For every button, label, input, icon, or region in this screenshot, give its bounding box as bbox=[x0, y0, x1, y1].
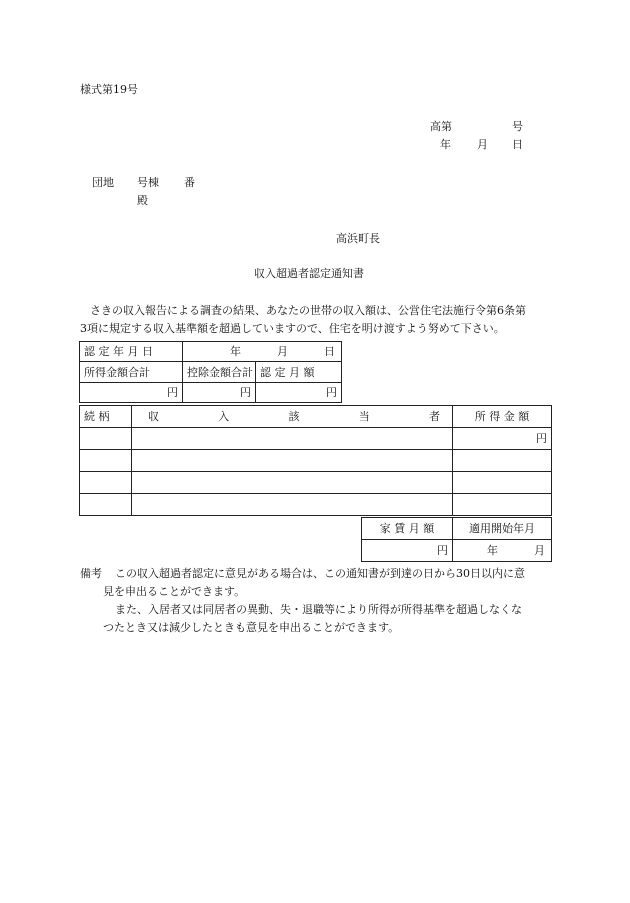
notes-line-2: 見を申出ることができます。 bbox=[103, 585, 246, 598]
document-title: 収入超過者認定通知書 bbox=[254, 267, 364, 280]
person-cell bbox=[132, 428, 453, 450]
address-ban: 番 bbox=[184, 176, 195, 189]
nintei-monthly-yen: 円 bbox=[256, 383, 342, 403]
date-year: 年 bbox=[440, 138, 451, 151]
header-char-5: 者 bbox=[429, 410, 440, 423]
kojo-total-yen: 円 bbox=[183, 383, 256, 403]
date-month: 月 bbox=[477, 138, 488, 151]
header-income: 所 得 金 額 bbox=[453, 406, 552, 428]
income-cell bbox=[453, 494, 552, 516]
start-year: 年 bbox=[487, 544, 498, 557]
table-row bbox=[80, 472, 552, 494]
address-goto: 号棟 bbox=[137, 176, 159, 189]
income-cell bbox=[453, 472, 552, 494]
income-yen: 円 bbox=[453, 428, 552, 450]
nintei-date-label: 認 定 年 月 日 bbox=[80, 342, 183, 362]
certification-table bbox=[79, 341, 342, 403]
body-line-2: 3項に規定する収入基準額を超過していますので、住宅を明け渡すよう努めて下さい。 bbox=[80, 322, 505, 335]
table-row bbox=[80, 428, 552, 450]
body-line-1: さきの収入報告による調査の結果、あなたの世帯の収入額は、公営住宅法施行令第6条第 bbox=[90, 304, 526, 317]
header-char-4: 当 bbox=[358, 410, 370, 423]
person-cell bbox=[132, 472, 453, 494]
kojo-total-label: 控除金額合計 bbox=[183, 362, 256, 383]
address-danchi: 団地 bbox=[92, 176, 114, 189]
relation-cell bbox=[80, 472, 132, 494]
header-relation: 続 柄 bbox=[80, 406, 132, 428]
notes-line-1: この収入超過者認定に意見がある場合は、この通知書が到達の日から30日以内に意 bbox=[115, 567, 525, 580]
persons-table bbox=[79, 405, 552, 516]
notes-label: 備考 bbox=[80, 567, 102, 580]
nintei-month: 月 bbox=[277, 345, 288, 358]
notes-line-4: つたとき又は減少したときも意見を申出ることができます。 bbox=[103, 621, 400, 634]
header-char-2: 入 bbox=[218, 410, 230, 423]
rent-label: 家 賃 月 額 bbox=[362, 518, 453, 540]
person-cell bbox=[132, 450, 453, 472]
income-cell bbox=[453, 450, 552, 472]
nintei-date-value bbox=[183, 342, 342, 362]
relation-cell bbox=[80, 494, 132, 516]
date-day: 日 bbox=[512, 138, 523, 151]
header-char-3: 該 bbox=[288, 410, 300, 423]
rent-yen: 円 bbox=[362, 540, 453, 562]
shotoku-total-yen: 円 bbox=[80, 383, 183, 403]
header-persons bbox=[132, 406, 453, 428]
relation-cell bbox=[80, 428, 132, 450]
person-cell bbox=[132, 494, 453, 516]
nintei-day: 日 bbox=[324, 345, 335, 358]
header-char-1: 収 bbox=[148, 410, 159, 423]
relation-cell bbox=[80, 450, 132, 472]
form-number: 様式第19号 bbox=[80, 83, 138, 96]
nintei-monthly-label: 認 定 月 額 bbox=[256, 362, 342, 383]
start-value bbox=[453, 540, 552, 562]
nintei-year: 年 bbox=[230, 345, 241, 358]
rent-table bbox=[361, 517, 552, 562]
ref-prefix: 高第 bbox=[430, 120, 452, 133]
table-row bbox=[80, 450, 552, 472]
address-honorific: 殿 bbox=[137, 194, 148, 207]
start-month: 月 bbox=[534, 544, 545, 557]
table-row bbox=[80, 494, 552, 516]
shotoku-total-label: 所得金額合計 bbox=[80, 362, 183, 383]
notes-line-3: また、入居者又は同居者の異動、失・退職等により所得が所得基準を超過しなくな bbox=[115, 603, 522, 616]
ref-suffix: 号 bbox=[512, 120, 523, 133]
issuer: 高浜町長 bbox=[336, 232, 380, 245]
start-label: 適用開始年月 bbox=[453, 518, 552, 540]
